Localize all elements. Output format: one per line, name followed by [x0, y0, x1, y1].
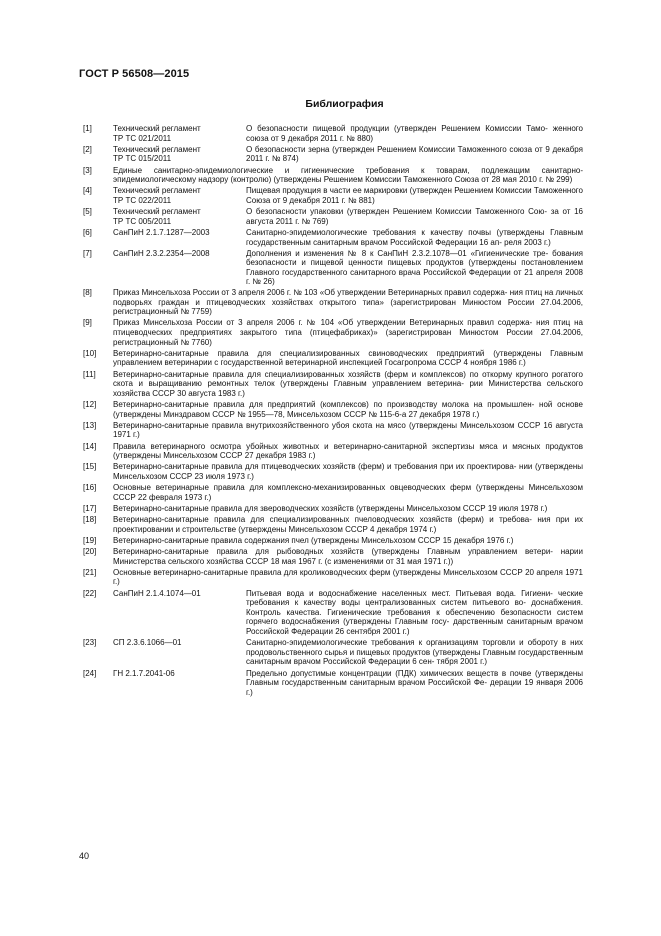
bibliography-entry	[83, 145, 583, 164]
entry-text-line: 28 мая 2010 г. № 299)	[491, 175, 573, 185]
entry-description	[246, 228, 583, 247]
entry-description-line: Федерации от 21 апреля 2008 г. № 26)	[246, 267, 583, 287]
entry-document-name-line: Технический регламент	[113, 144, 201, 154]
entry-text-line: Главным управлением ветеринарии с государственной ветеринарной инспекцией Госагропрома СССР	[113, 348, 583, 368]
bibliography-entry	[83, 186, 583, 205]
entry-text-line: ной основе (утверждены Минздравом СССР № 1955—78, Минсельхозом СССР № 115-6-а 27 декабря	[113, 400, 583, 419]
entry-text-line: Основные ветеринарно-санитарные правила для кролиководческих ферм (утверждены Минсельхозом	[113, 567, 498, 577]
entry-text-line: Ветеринарно-санитарные правила для птицеводческих хозяйств (ферм) и требования при их проектирова-	[113, 462, 517, 472]
entry-number: [24]	[83, 668, 97, 678]
entry-document-name-line: СанПиН 2.1.4.1074—01	[113, 588, 201, 598]
entry-description-line: Дополнения и изменения № 8 к СанПиН 2.3.2.1078—01 «Гигиенические тре-	[246, 248, 549, 258]
entry-number: [2]	[83, 144, 92, 154]
entry-document-name	[113, 249, 245, 287]
bibliography-entry	[83, 638, 583, 667]
bibliography-entry	[83, 288, 583, 317]
entry-document-name	[113, 228, 245, 247]
bibliography-entry	[83, 318, 583, 347]
entry-description-line: 2001 г.)	[382, 627, 410, 636]
entry-number: [3]	[83, 165, 92, 175]
bibliography-entry	[83, 568, 583, 587]
entry-text-line: Ветеринарно-санитарные правила для предприятий (комплексов) по производству молока на промышлен-	[113, 400, 535, 409]
entry-text-line: СССР 16 августа 1971 г.)	[113, 420, 583, 440]
entry-document-name-line: ТР ТС 021/2011	[113, 133, 172, 143]
entry-number: [19]	[83, 535, 97, 545]
entry-text	[113, 504, 583, 514]
entry-document-name	[113, 186, 245, 205]
entry-description-line: Главным государственным санитарным врачом Российской Федерации 6 сен-	[246, 647, 583, 667]
entry-number: [8]	[83, 288, 92, 298]
entry-text-line: Ветеринарно-санитарные правила для рыбоводных хозяйств (утверждены Главным управлением ветери-	[113, 547, 553, 557]
entry-description-line: реля 2003 г.)	[504, 237, 551, 247]
bibliography-entry	[83, 370, 583, 399]
bibliography-entry	[83, 442, 583, 461]
entry-text-line: Единые санитарно-эпидемиологические и гигиенические требования к товарам, подлежащим санитарно-	[113, 165, 583, 175]
entry-description	[246, 207, 583, 226]
entry-text-line: Минсельхозом СССР 22 февраля 1973 г.)	[113, 483, 583, 502]
entry-text	[113, 166, 583, 185]
entry-number: [17]	[83, 503, 97, 513]
entry-text-line: 1978 г.)	[452, 409, 480, 419]
entry-description-line: тября 2001 г.)	[436, 657, 488, 667]
entry-number: [20]	[83, 547, 97, 557]
entry-description	[246, 638, 583, 667]
entry-text-line: Ветеринарно-санитарные правила для специализированных пчеловодческих хозяйств (ферм) и требова-	[113, 515, 532, 525]
entry-text-line: продуктов (утверждены Минсельхозом СССР 27 декабря 1983 г.)	[113, 441, 583, 461]
entry-text	[113, 442, 583, 461]
entry-description-line: Таможенного Союза от 9 декабря 2011 г. № 881)	[246, 186, 583, 205]
entry-text-line: Приказ Минсельхоза России от 3 апреля 2006 г. № 103 «Об утверждении Ветеринарных правил содержа-	[113, 288, 508, 298]
entry-text	[113, 483, 583, 502]
entry-description-line: Пищевая продукция в части ее маркировки (утвержден Решением Комиссии	[246, 186, 532, 196]
page-number: 40	[79, 851, 90, 861]
bibliography-entry	[83, 504, 583, 514]
entry-number: [10]	[83, 348, 97, 358]
entry-number: [12]	[83, 400, 97, 409]
bibliography-entry	[83, 124, 583, 143]
bibliography-entry	[83, 483, 583, 502]
entry-text-line: России 27.04.2006, регистрационный № 7760)	[113, 328, 583, 347]
entry-text	[113, 547, 583, 566]
entry-text-line: Основные ветеринарные правила для комплексно-механизированных овцеводческих ферм (утверждены	[113, 483, 524, 493]
entry-document-name	[113, 207, 245, 226]
entry-document-name-line: СП 2.3.6.1066—01	[113, 638, 182, 648]
entry-text	[113, 462, 583, 481]
entry-text-line: эпидемиологическому надзору (контролю) (утверждены Решением Комиссии Таможенного Союза от	[113, 175, 490, 185]
entry-number: [18]	[83, 515, 97, 525]
bibliography-entry	[83, 249, 583, 287]
entry-description	[246, 124, 583, 143]
entry-text	[113, 349, 583, 368]
entry-text	[113, 421, 583, 440]
entry-document-name-line: Технический регламент	[113, 207, 201, 217]
document-header: ГОСТ Р 56508—2015	[79, 68, 190, 80]
entry-text-line: Ветеринарно-санитарные правила для специализированных хозяйств (ферм и комплексов) по откорму	[113, 369, 513, 379]
entry-document-name	[113, 638, 245, 667]
entry-description	[246, 145, 583, 164]
entry-description-line: дарственным санитарным врачом Российской Федерации 26 сентября	[246, 617, 584, 636]
entry-description-line: Питьевая вода и водоснабжение населенных мест. Питьевая вода. Гигиени-	[246, 588, 553, 598]
entry-text	[113, 288, 583, 317]
entry-description-line: О безопасности зерна (утвержден Решением Комиссии Таможенного союза	[246, 144, 533, 154]
entry-number: [9]	[83, 318, 92, 328]
entry-description-line: Санитарно-эпидемиологические требования к организациям торговли и	[246, 638, 524, 648]
bibliography-entry	[83, 589, 583, 637]
bibliography-entry	[83, 228, 583, 247]
entry-description-line: О безопасности пищевой продукции (утвержден Решением Комиссии Тамо-	[246, 124, 548, 133]
entry-number: [11]	[83, 369, 96, 379]
entry-number: [16]	[83, 483, 97, 493]
entry-document-name-line: СанПиН 2.1.7.1287—2003	[113, 227, 210, 237]
entry-description	[246, 186, 583, 205]
entry-description-line: дерации 19 января 2006 г.)	[246, 678, 583, 697]
entry-document-name-line: ТР ТС 005/2011	[113, 216, 172, 226]
entry-text-line: СССР 20 апреля 1971 г.)	[113, 567, 584, 587]
entry-description-line: женного союза от 9 декабря 2011 г. № 880)	[246, 124, 583, 143]
entry-description-line: доснабжения. Контроль качества. Гигиенические требования к обеспечению	[246, 598, 583, 617]
entry-description	[246, 669, 583, 698]
entry-text-line: ния птиц на птицеводческих предприятиях закрытого типа (птицефабриках)» (зарегистрирован Минюстом	[113, 318, 583, 338]
entry-number: [21]	[83, 567, 97, 577]
entry-text-line: Ветеринарно-санитарные правила содержания пчел (утверждены Минсельхозом СССР 15 декабря 1976 г.)	[113, 535, 514, 545]
entry-text-line: Ветеринарно-санитарные правила внутрихозяйственного убоя скота на мясо (утверждены Минсельхозом	[113, 420, 515, 430]
entry-description-line: ческие требования к качеству воды централизованных систем питьевого во-	[246, 588, 583, 608]
entry-description	[246, 249, 583, 287]
entry-text-line: Приказ Минсельхоза России от 3 апреля 2006 г. № 104 «Об утверждении Ветеринарных правил содержа-	[113, 318, 533, 328]
bibliography-entry	[83, 669, 583, 698]
entry-document-name-line: ТР ТС 022/2011	[113, 195, 172, 205]
bibliography-entry	[83, 421, 583, 440]
entry-number: [1]	[83, 124, 92, 133]
entry-number: [14]	[83, 441, 97, 451]
entry-description-line: Предельно допустимые концентрации (ПДК) химических веществ в почве	[246, 668, 532, 678]
entry-text	[113, 400, 583, 419]
entry-text-line: крупного рогатого скота и выращиванию ремонтных телок (утверждены Главным управлением ветерина-	[113, 369, 583, 389]
entry-number: [15]	[83, 462, 97, 472]
entry-number: [22]	[83, 588, 97, 598]
entry-text	[113, 568, 583, 587]
entry-number: [23]	[83, 638, 97, 648]
bibliography-entry	[83, 400, 583, 419]
entry-text-line: рии Министерства сельского хозяйства СССР 30 августа 1983 г.)	[113, 379, 583, 398]
entry-text	[113, 536, 583, 546]
entry-description-line: от 9 декабря 2011 г. № 874)	[246, 144, 583, 164]
entry-text-line: нарии Министерства сельского хозяйства СССР 18 мая 1967 г. (с изменениями от 31 мая 1971 г.))	[113, 547, 583, 566]
entry-description-line: безопасности систем горячего водоснабжения (утверждены Главным госу-	[246, 607, 583, 627]
entry-description	[246, 589, 583, 637]
entry-document-name	[113, 589, 245, 637]
entry-text-line: ния при их проектировании и строительстве (утверждены Минсельхозом СССР 4 декабря 1974 г.)	[113, 515, 584, 534]
entry-document-name-line: Технический регламент	[113, 186, 201, 196]
entry-text-line: Ветеринарно-санитарные правила для звероводческих хозяйств (утверждены Минсельхозом СССР	[113, 503, 486, 513]
entry-description-line: постановлением Главного государственного санитарного врача Российской	[246, 258, 583, 277]
bibliography-entry	[83, 547, 583, 566]
entry-document-name-line: ГН 2.1.7.2041-06	[113, 668, 175, 678]
entry-description-line: Санитарно-эпидемиологические требования к качеству почвы (утверждены	[246, 227, 545, 237]
entry-document-name-line: ТР ТС 015/2011	[113, 154, 172, 164]
entry-document-name	[113, 669, 245, 698]
entry-number: [5]	[83, 207, 92, 217]
entry-text-line: 4 ноября 1986 г.)	[463, 358, 526, 368]
entry-text	[113, 515, 583, 534]
bibliography-entry	[83, 166, 583, 185]
entry-description-line: бования безопасности и пищевой ценности пищевых продуктов (утверждены	[246, 248, 584, 268]
entry-number: [6]	[83, 227, 92, 237]
entry-number: [7]	[83, 248, 92, 258]
entry-text	[113, 370, 583, 399]
entry-text-line: ния птиц на личных подворьях граждан и птицеводческих хозяйствах открытого типа» (зарегистрирован	[113, 288, 583, 307]
entry-text-line: нии (утверждены Минсельхозом СССР 23 июля 1973 г.)	[113, 462, 583, 481]
section-title: Библиография	[305, 98, 384, 110]
entry-document-name-line: Технический регламент	[113, 124, 201, 133]
entry-description-line: (утверждены Главным государственным санитарным врачом Российской Фе-	[246, 668, 583, 688]
entry-description-line: обороту в них продовольственного сырья и пищевых продуктов (утверждены	[246, 638, 583, 657]
bibliography-entry	[83, 536, 583, 546]
entry-text-line: Правила ветеринарного осмотра убойных животных и ветеринарно-санитарной экспертизы мяса и мясных	[113, 441, 541, 451]
bibliography-entry	[83, 515, 583, 534]
entry-text-line: 19 июля 1978 г.)	[487, 503, 548, 513]
bibliography-entry	[83, 349, 583, 368]
entry-text	[113, 318, 583, 347]
entry-description-line: О безопасности упаковки (утвержден Решением Комиссии Таможенного Сою-	[246, 207, 547, 217]
entry-description-line: Главным государственным санитарным врачом Российской Федерации 16 ап-	[246, 227, 583, 247]
entry-document-name	[113, 145, 245, 164]
entry-text-line: Минюстом России 27.04.2006, регистрационный № 7759)	[113, 297, 583, 317]
entry-number: [13]	[83, 420, 97, 430]
bibliography-entry	[83, 462, 583, 481]
entry-number: [4]	[83, 186, 92, 196]
entry-description-line: за от 16 августа 2011 г. № 769)	[246, 207, 583, 226]
bibliography-list	[83, 124, 583, 699]
entry-document-name	[113, 124, 245, 143]
entry-text-line: Ветеринарно-санитарные правила для специализированных свиноводческих предприятий (утверждены	[113, 348, 542, 358]
bibliography-entry	[83, 207, 583, 226]
entry-document-name-line: СанПиН 2.3.2.2354—2008	[113, 248, 210, 258]
